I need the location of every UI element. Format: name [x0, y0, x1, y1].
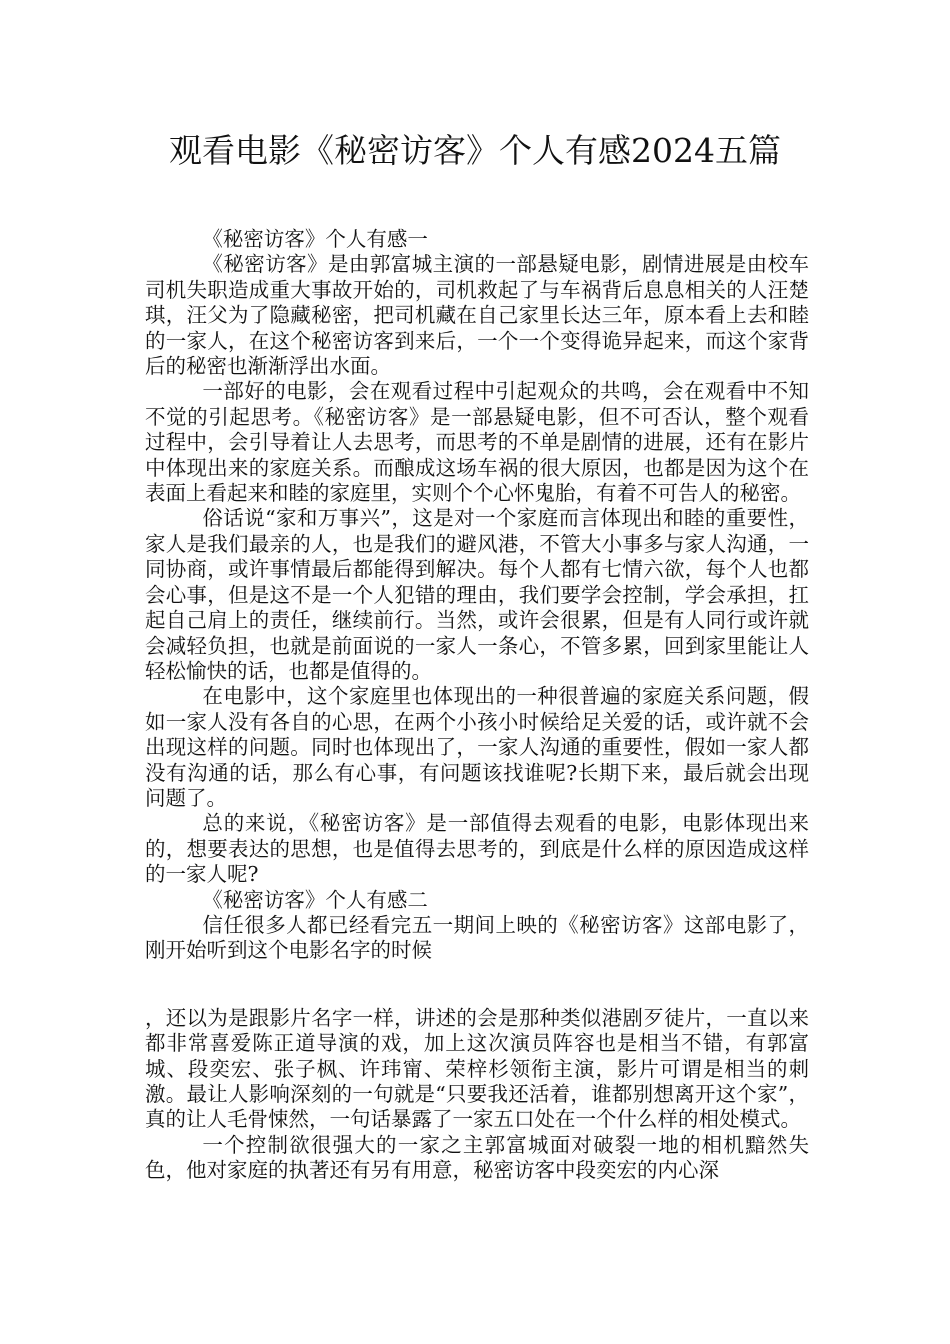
- document-body: [145, 227, 809, 1184]
- section-heading-2: 《秘密访客》个人有感二: [202, 887, 428, 912]
- paragraph: 在电影中，这个家庭里也体现出的一种很普遍的家庭关系问题，假如一家人没有各自的心思，在两个小孩小时候给足关爱的话，或许就不会出现这样的问题。同时也体现出了，一家人沟通的重要性，假如一家人都没有沟通的话，那么有心事，有问题该找谁呢?长期下来，最后就会出现问题了。: [145, 684, 809, 810]
- section-heading-1: 《秘密访客》个人有感一: [202, 227, 428, 251]
- document-title: 观看电影《秘密访客》个人有感2024五篇: [169, 131, 781, 170]
- paragraph: 《秘密访客》是由郭富城主演的一部悬疑电影，剧情进展是由校车司机失职造成重大事故开始的，司机救起了与车祸背后息息相关的人汪楚琪，汪父为了隐藏秘密，把司机藏在自己家里长达三年，原本看上去和睦的一家人，在这个秘密访客到来后，一个一个变得诡异起来，而这个家背后的秘密也渐渐浮出水面。: [145, 252, 809, 379]
- paragraph: 总的来说，《秘密访客》是一部值得去观看的电影，电影体现出来的，想要表达的思想，也是值得去思考的，到底是什么样的原因造成这样的一家人呢?: [145, 811, 809, 887]
- paragraph: 俗话说“家和万事兴”，这是对一个家庭而言体现出和睦的重要性，家人是我们最亲的人，也是我们的避风港，不管大小事多与家人沟通，一同协商，或许事情最后都能得到解决。每个人都有七情六欲，每个人也都会心事，但是这不是一个人犯错的理由，我们要学会控制，学会承担，扛起自己肩上的责任，继续前行。当然，或许会很累，但是有人同行或许就会减轻负担，也就是前面说的一家人一条心，不管多累，回到家里能让人轻松愉快的话，也都是值得的。: [145, 506, 809, 683]
- paragraph: 一部好的电影，会在观看过程中引起观众的共鸣，会在观看中不知不觉的引起思考。《秘密访客》是一部悬疑电影，但不可否认，整个观看过程中，会引导着让人去思考，而思考的不单是剧情的进展，还有在影片中体现出来的家庭关系。而酿成这场车祸的很大原因，也都是因为这个在表面上看起来和睦的家庭里，实则个个心怀鬼胎，有着不可告人的秘密。: [145, 379, 809, 506]
- paragraph-continuation: ，还以为是跟影片名字一样，讲述的会是那种类似港剧歹徒片，一直以来都非常喜爱陈正道导演的戏，加上这次演员阵容也是相当不错，有郭富城、段奕宏、张子枫、许玮甯、荣梓杉领衔主演，影片可谓是相当的刺激。最让人影响深刻的一句就是“只要我还活着，谁都别想离开这个家”，真的让人毛骨悚然，一句话暴露了一家五口处在一个什么样的相处模式。: [145, 1005, 809, 1132]
- paragraph: 信任很多人都已经看完五一期间上映的《秘密访客》这部电影了，刚开始听到这个电影名字的时候: [145, 912, 809, 963]
- paragraph: 一个控制欲很强大的一家之主郭富城面对破裂一地的相机黯然失色，他对家庭的执著还有另有用意，秘密访客中段奕宏的内心深: [145, 1132, 809, 1183]
